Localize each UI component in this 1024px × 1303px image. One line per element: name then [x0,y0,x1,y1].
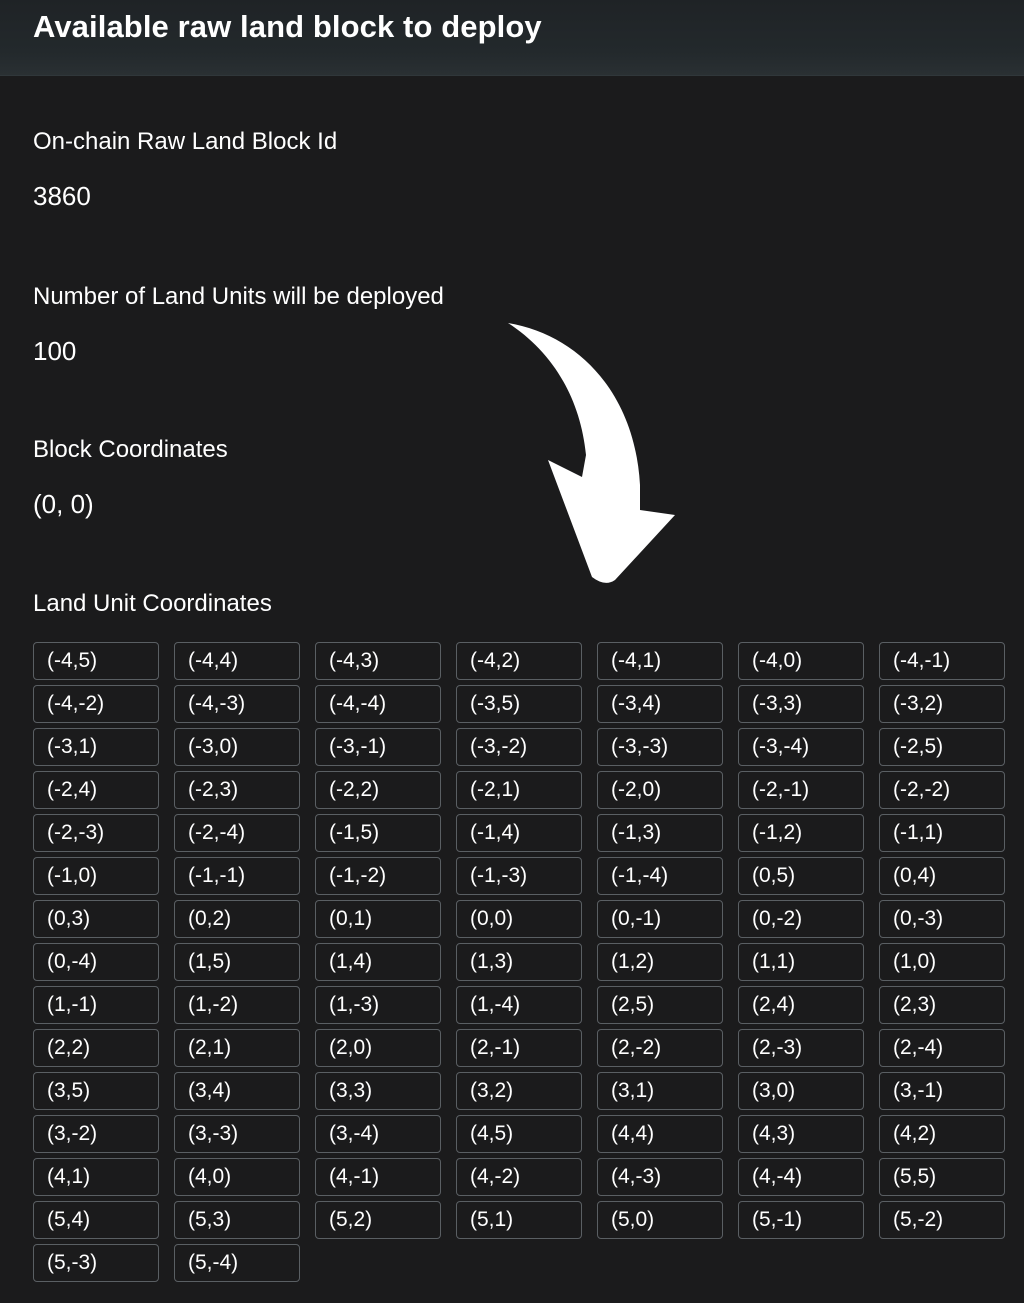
block-id-value: 3860 [33,181,91,211]
land-unit-chip: (3,4) [174,1072,300,1110]
land-unit-chip: (-1,-3) [456,857,582,895]
land-unit-chip: (3,2) [456,1072,582,1110]
land-unit-chip: (-1,4) [456,814,582,852]
land-unit-chip: (5,5) [879,1158,1005,1196]
land-unit-chip: (3,0) [738,1072,864,1110]
land-unit-chip: (0,2) [174,900,300,938]
land-unit-chip: (4,5) [456,1115,582,1153]
land-unit-chip: (-2,-3) [33,814,159,852]
land-unit-chip: (4,-3) [597,1158,723,1196]
land-unit-chip: (-2,1) [456,771,582,809]
land-unit-chip: (2,5) [597,986,723,1024]
land-unit-chip: (1,2) [597,943,723,981]
land-unit-chip: (-4,2) [456,642,582,680]
land-unit-chip: (-4,-1) [879,642,1005,680]
land-unit-chip: (5,0) [597,1201,723,1239]
land-unit-chip: (3,5) [33,1072,159,1110]
land-unit-chip: (-4,5) [33,642,159,680]
page-title: Available raw land block to deploy [33,9,542,44]
land-unit-chip: (3,-1) [879,1072,1005,1110]
land-unit-chip: (1,-1) [33,986,159,1024]
land-unit-chip: (2,2) [33,1029,159,1067]
land-unit-chip: (-3,3) [738,685,864,723]
land-unit-chip: (-1,5) [315,814,441,852]
land-unit-chip: (-3,1) [33,728,159,766]
curved-down-arrow-icon [490,305,690,595]
land-unit-chip: (0,-4) [33,943,159,981]
land-unit-chip: (4,-1) [315,1158,441,1196]
land-unit-coordinates-label: Land Unit Coordinates [33,590,272,617]
land-unit-chip: (5,-2) [879,1201,1005,1239]
land-unit-chip: (-2,2) [315,771,441,809]
land-unit-chip: (-3,-1) [315,728,441,766]
land-unit-chip: (5,1) [456,1201,582,1239]
land-unit-chip: (-1,2) [738,814,864,852]
land-unit-chip: (-1,1) [879,814,1005,852]
land-unit-chip: (0,3) [33,900,159,938]
land-unit-chip: (5,-4) [174,1244,300,1282]
land-unit-chip: (2,4) [738,986,864,1024]
land-unit-chip: (-4,1) [597,642,723,680]
land-unit-chip: (1,-4) [456,986,582,1024]
land-unit-chip: (5,4) [33,1201,159,1239]
land-unit-chip: (-1,0) [33,857,159,895]
land-unit-chip: (1,1) [738,943,864,981]
land-unit-chip: (0,1) [315,900,441,938]
land-unit-chip: (1,0) [879,943,1005,981]
land-unit-chip: (-4,-3) [174,685,300,723]
land-unit-chip: (0,-1) [597,900,723,938]
land-unit-chip: (1,5) [174,943,300,981]
land-unit-chip: (5,3) [174,1201,300,1239]
land-unit-chip: (2,1) [174,1029,300,1067]
land-unit-chip: (-4,-2) [33,685,159,723]
block-coordinates-value: (0, 0) [33,489,94,519]
land-unit-chip: (-2,-1) [738,771,864,809]
units-count-label: Number of Land Units will be deployed [33,283,444,310]
land-unit-chip: (3,-3) [174,1115,300,1153]
land-unit-chip: (4,4) [597,1115,723,1153]
land-unit-chip: (2,-4) [879,1029,1005,1067]
block-coordinates-label: Block Coordinates [33,436,228,463]
land-unit-chip: (-2,5) [879,728,1005,766]
land-unit-chip: (-2,4) [33,771,159,809]
land-unit-chip: (-3,5) [456,685,582,723]
land-unit-chip: (2,3) [879,986,1005,1024]
land-unit-chip: (-3,-2) [456,728,582,766]
block-id-label: On-chain Raw Land Block Id [33,128,338,155]
land-unit-chip: (-4,4) [174,642,300,680]
land-unit-chip: (2,-3) [738,1029,864,1067]
land-unit-chip: (3,-4) [315,1115,441,1153]
land-unit-chip: (0,-2) [738,900,864,938]
land-unit-chip: (0,-3) [879,900,1005,938]
land-unit-chip: (0,0) [456,900,582,938]
land-unit-chip: (-2,0) [597,771,723,809]
land-unit-chip: (-3,-4) [738,728,864,766]
land-unit-chip: (-3,-3) [597,728,723,766]
land-unit-chip: (-3,4) [597,685,723,723]
land-unit-chip: (1,-2) [174,986,300,1024]
land-unit-chip: (3,-2) [33,1115,159,1153]
land-unit-chip: (2,-2) [597,1029,723,1067]
land-unit-chip: (-1,3) [597,814,723,852]
land-unit-chip: (4,-4) [738,1158,864,1196]
land-unit-chip: (4,-2) [456,1158,582,1196]
land-unit-chip: (5,2) [315,1201,441,1239]
land-unit-chip: (3,1) [597,1072,723,1110]
page-header [0,0,1024,76]
land-unit-chip: (1,4) [315,943,441,981]
land-unit-chip: (-3,0) [174,728,300,766]
land-unit-chip: (5,-1) [738,1201,864,1239]
land-unit-chip: (1,-3) [315,986,441,1024]
units-count-value: 100 [33,336,77,366]
land-unit-chip: (4,1) [33,1158,159,1196]
land-unit-grid [33,642,1004,1282]
land-unit-chip: (-1,-2) [315,857,441,895]
land-unit-chip: (2,0) [315,1029,441,1067]
land-unit-chip: (4,2) [879,1115,1005,1153]
land-unit-chip: (-4,0) [738,642,864,680]
land-unit-chip: (0,4) [879,857,1005,895]
land-unit-chip: (-4,-4) [315,685,441,723]
land-unit-chip: (-1,-1) [174,857,300,895]
land-unit-chip: (-2,3) [174,771,300,809]
land-unit-chip: (-2,-2) [879,771,1005,809]
land-unit-chip: (5,-3) [33,1244,159,1282]
land-unit-chip: (-2,-4) [174,814,300,852]
land-unit-chip: (-3,2) [879,685,1005,723]
land-unit-chip: (-4,3) [315,642,441,680]
land-unit-chip: (4,3) [738,1115,864,1153]
land-unit-chip: (1,3) [456,943,582,981]
land-unit-chip: (0,5) [738,857,864,895]
land-unit-chip: (3,3) [315,1072,441,1110]
land-unit-chip: (2,-1) [456,1029,582,1067]
land-unit-chip: (4,0) [174,1158,300,1196]
land-unit-chip: (-1,-4) [597,857,723,895]
